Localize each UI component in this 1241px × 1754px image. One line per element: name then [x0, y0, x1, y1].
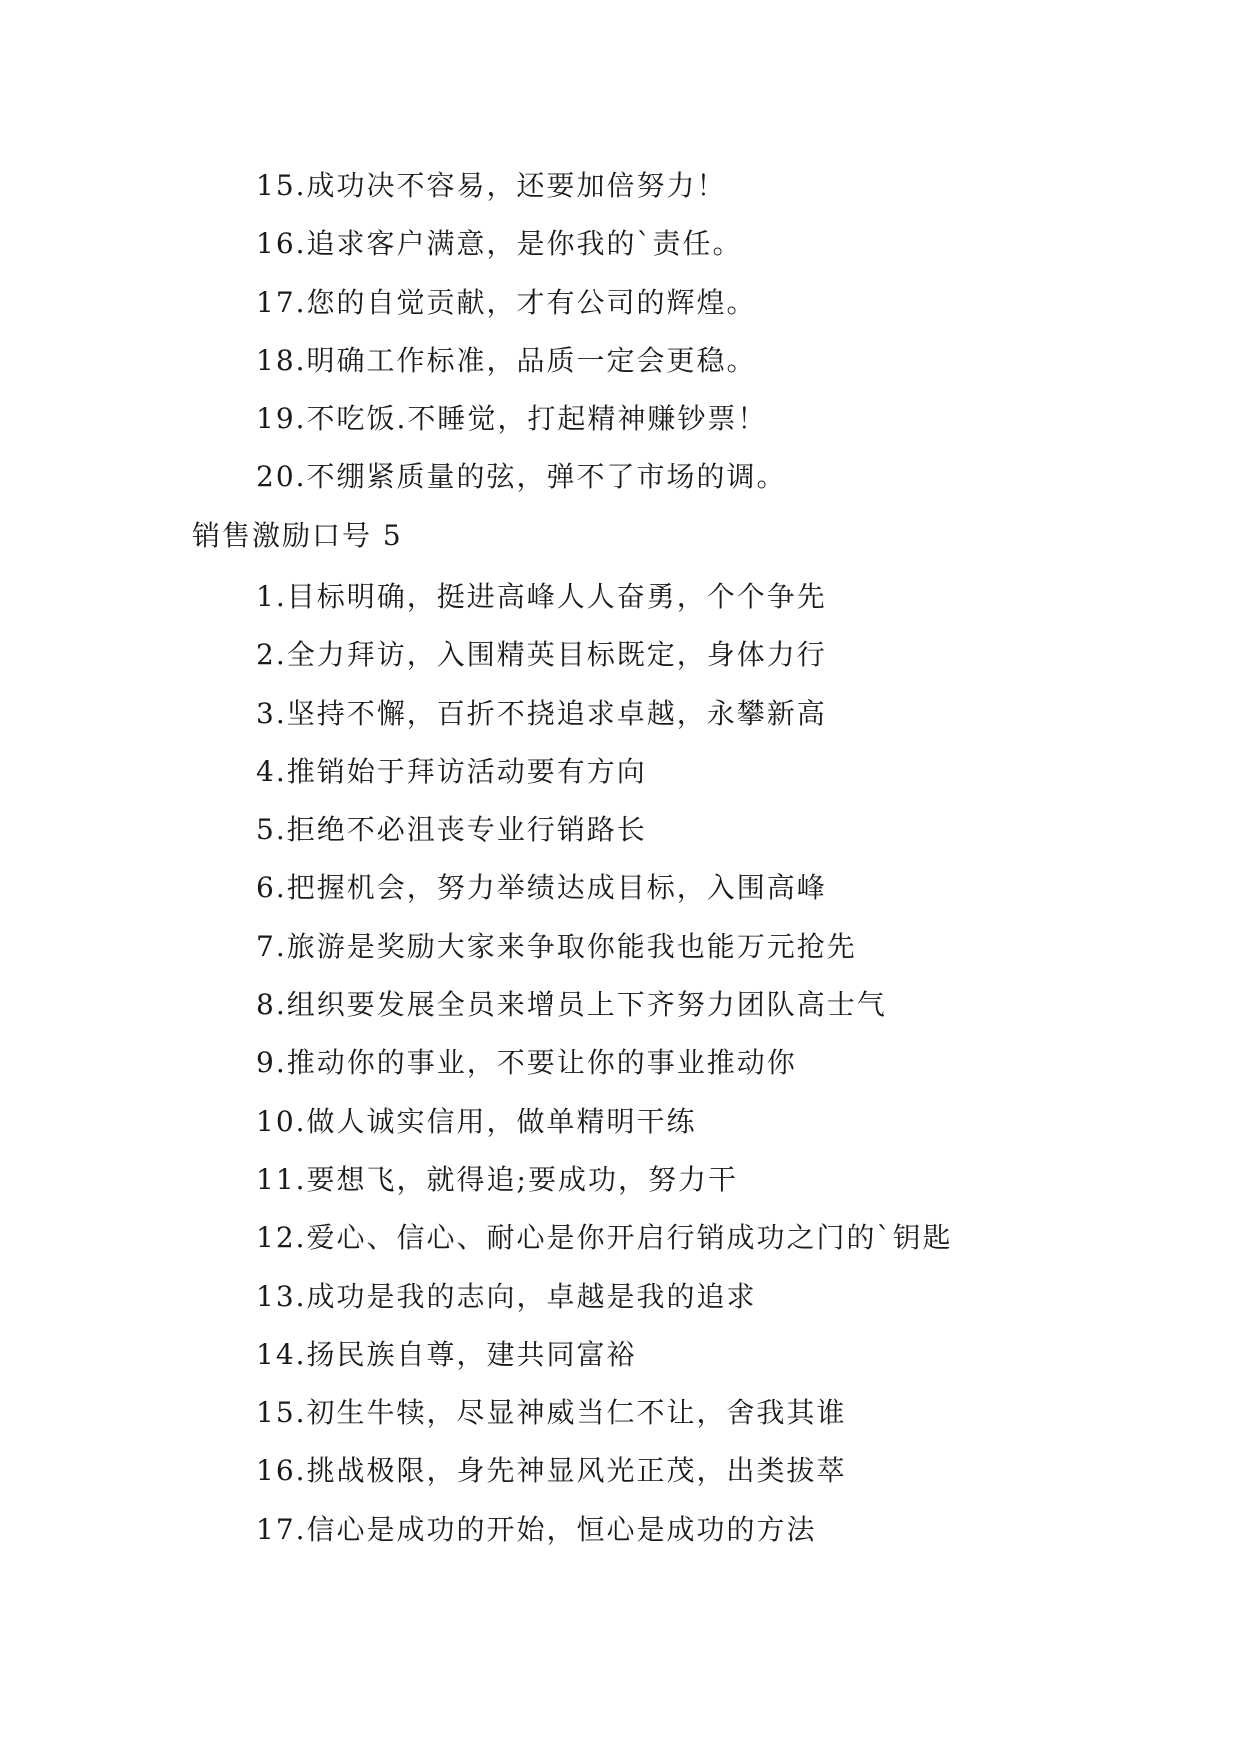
list-item: 10.做人诚实信用，做单精明干练 — [256, 1104, 697, 1138]
list-item: 17.信心是成功的开始，恒心是成功的方法 — [256, 1512, 817, 1546]
list-item: 7.旅游是奖励大家来争取你能我也能万元抢先 — [256, 929, 857, 963]
list-item: 14.扬民族自尊，建共同富裕 — [256, 1337, 637, 1371]
list-item: 17.您的自觉贡献，才有公司的辉煌。 — [256, 285, 757, 319]
list-item: 6.把握机会，努力举绩达成目标，入围高峰 — [256, 871, 827, 905]
list-item: 9.推动你的事业，不要让你的事业推动你 — [256, 1046, 797, 1080]
slogan-list-5 — [256, 568, 953, 1559]
list-item: 16.追求客户满意，是你我的`责任。 — [256, 227, 743, 261]
list-item: 3.坚持不懈，百折不挠追求卓越，永攀新高 — [256, 696, 827, 730]
list-item: 8.组织要发展全员来增员上下齐努力团队高士气 — [256, 988, 887, 1022]
list-item: 15.初生牛犊，尽显神威当仁不让，舍我其谁 — [256, 1396, 847, 1430]
list-item: 11.要想飞，就得追;要成功，努力干 — [256, 1162, 738, 1196]
list-item: 20.不绷紧质量的弦，弹不了市场的调。 — [256, 460, 787, 494]
list-item: 13.成功是我的志向，卓越是我的追求 — [256, 1279, 757, 1313]
list-item: 1.目标明确，挺进高峰人人奋勇，个个争先 — [256, 580, 827, 613]
list-item: 4.推销始于拜访活动要有方向 — [256, 754, 647, 788]
list-item: 12.爱心、信心、耐心是你开启行销成功之门的`钥匙 — [256, 1221, 953, 1255]
list-item: 18.明确工作标准，品质一定会更稳。 — [256, 343, 757, 377]
slogan-list-continued — [256, 157, 787, 507]
list-item: 16.挑战极限，身先神显风光正茂，出类拔萃 — [256, 1454, 847, 1488]
section-heading: 销售激励口号 5 — [192, 519, 403, 552]
list-item: 19.不吃饭.不睡觉，打起精神赚钞票！ — [256, 402, 768, 436]
list-item: 15.成功决不容易，还要加倍努力！ — [256, 169, 727, 202]
list-item: 5.拒绝不必沮丧专业行销路长 — [256, 813, 647, 847]
list-item: 2.全力拜访，入围精英目标既定，身体力行 — [256, 638, 827, 672]
